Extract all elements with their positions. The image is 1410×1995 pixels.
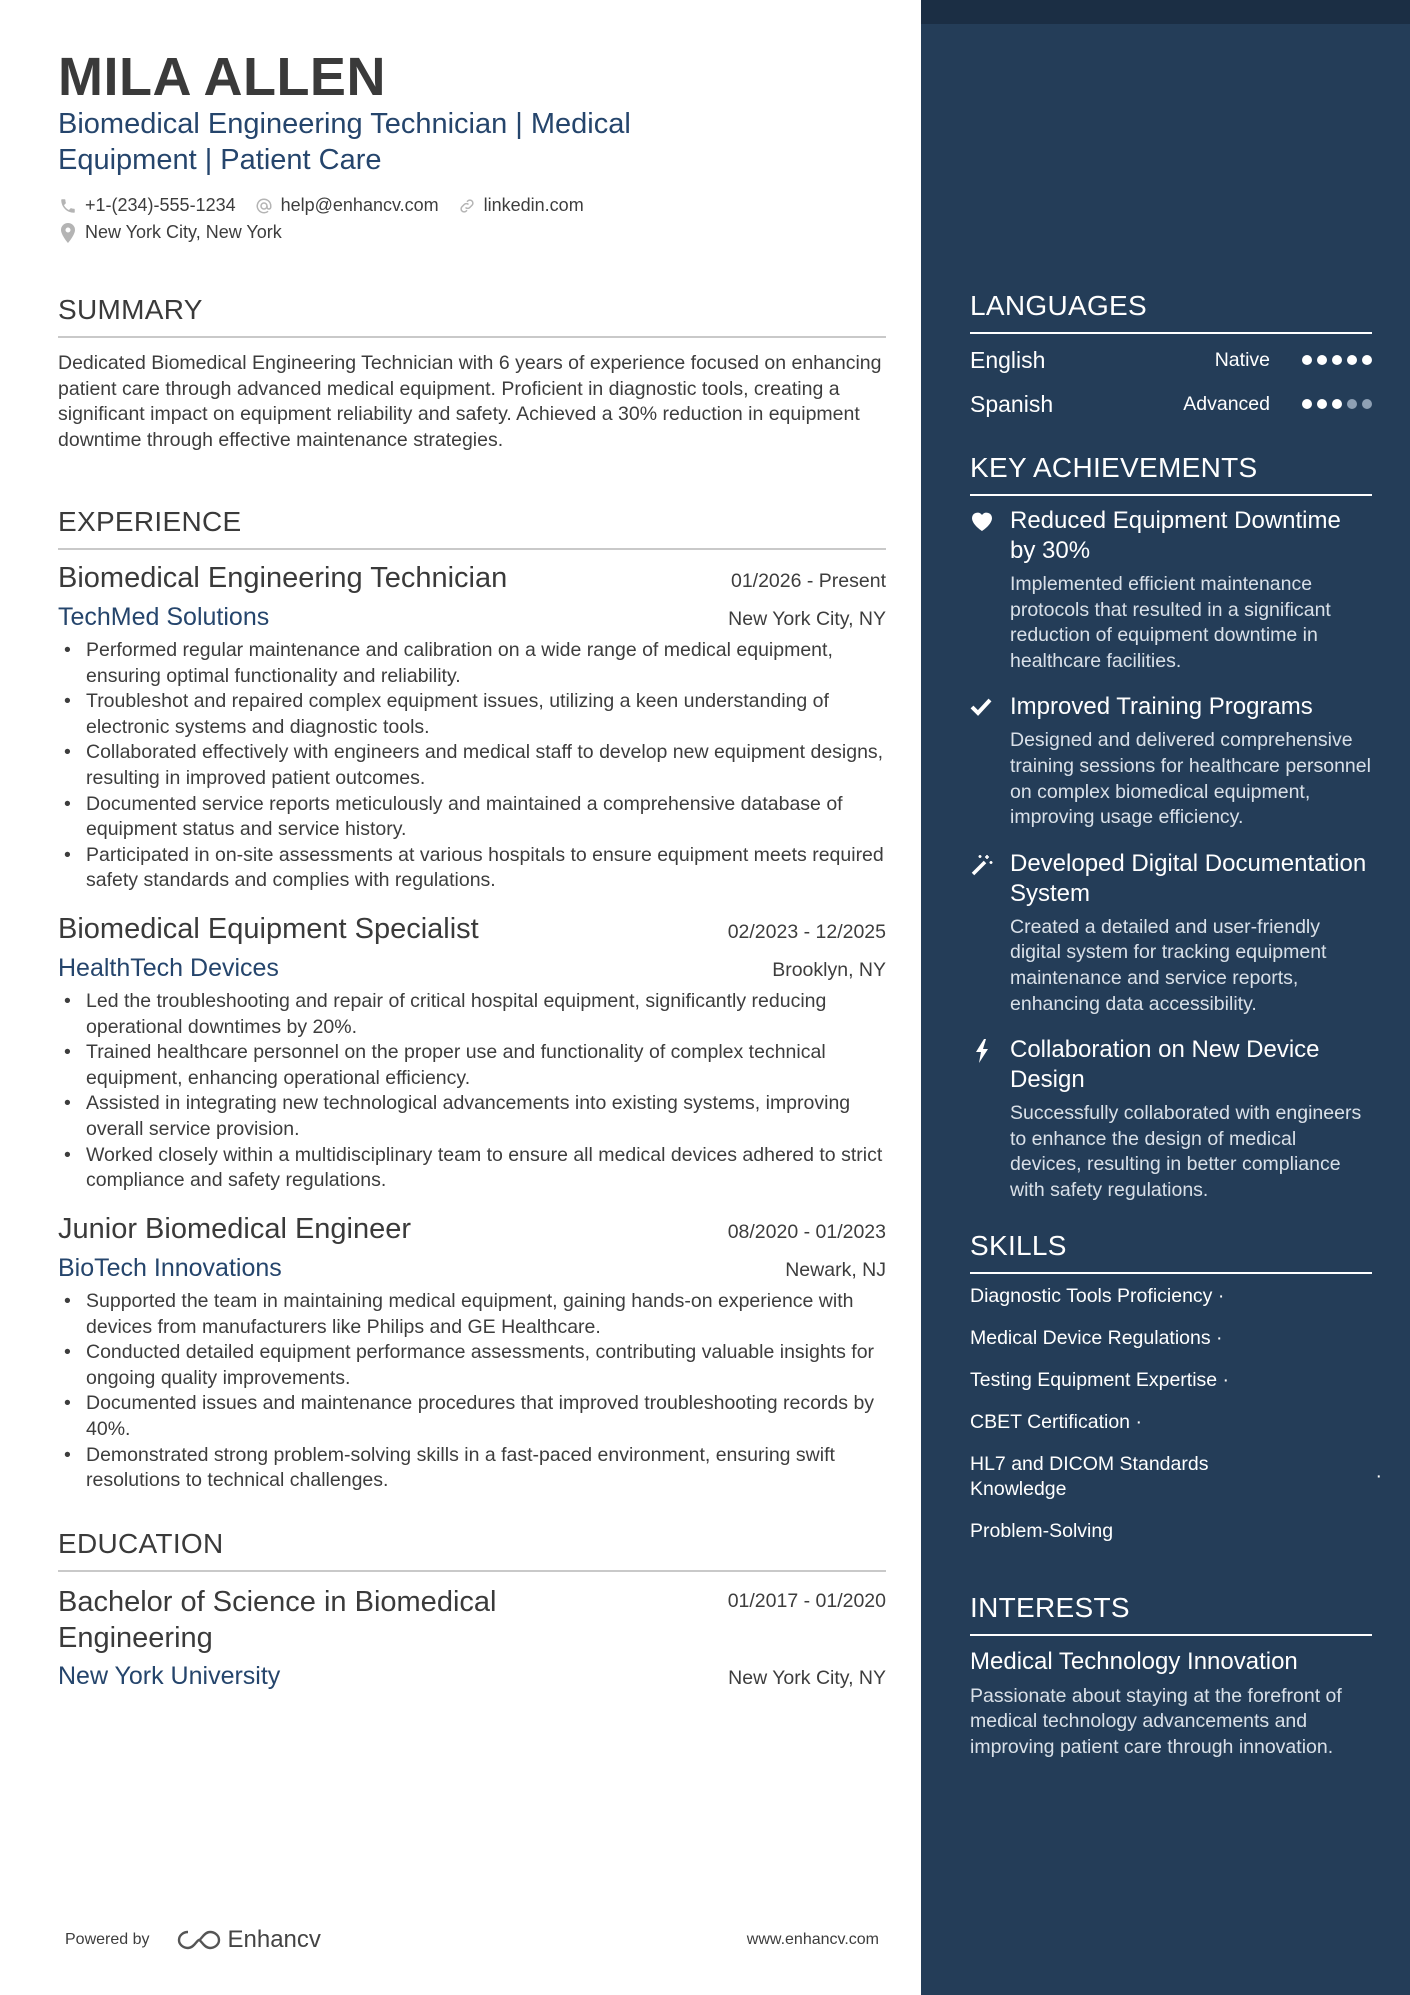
skills-title: SKILLS — [970, 1230, 1372, 1274]
sidebar-top-bar — [921, 0, 1410, 24]
magic-wand-icon — [970, 849, 1010, 1017]
skill-item: Medical Device Regulations · — [970, 1326, 1223, 1349]
list-item: • Supported the team in maintaining medical equipment, gaining hands-on experience with devices from manufacturers like Philips and GE Healthcare. — [58, 1289, 886, 1340]
headline-line-2: Equipment | Patient Care — [58, 144, 382, 176]
skill-name: Testing Equipment Expertise — [970, 1368, 1218, 1391]
skill-name: HL7 and DICOM Standards Knowledge — [970, 1452, 1209, 1500]
location-row — [58, 222, 300, 243]
footer — [65, 1926, 879, 1954]
rating-dot-filled — [1332, 399, 1342, 409]
location-pin-icon — [58, 223, 78, 243]
list-item: • Performed regular maintenance and calibration on a wide range of medical equipment, ensuring optimal functionality and reliability. — [58, 638, 886, 689]
skill-item: CBET Certification · — [970, 1410, 1142, 1433]
list-item: • Troubleshot and repaired complex equipment issues, utilizing a keen understanding of electronic systems and diagnostic tools. — [58, 689, 886, 740]
experience-title: EXPERIENCE — [58, 506, 886, 550]
job-title: Biomedical Equipment Specialist — [58, 913, 479, 945]
location-contact — [58, 222, 282, 243]
summary-text: Dedicated Biomedical Engineering Technician with 6 years of experience focused on enhancing patient care through advanced medical equipment. Proficient in diagnostic tools, creating a significant impact on equipment reliability and safety. Achieved a 30% reduction in equipment downtime through effective maintenance strategies. — [58, 352, 882, 451]
skill-item: Diagnostic Tools Proficiency · — [970, 1284, 1225, 1307]
job-date: 01/2026 - Present — [730, 570, 886, 592]
phone-contact[interactable] — [58, 195, 236, 216]
degree-line-1: Bachelor of Science in Biomedical — [58, 1586, 497, 1618]
interest-desc: Passionate about staying at the forefront of medical technology advancements and improving patient care through innovation. — [970, 1684, 1342, 1758]
list-item: • Worked closely within a multidisciplinary team to ensure all medical devices adhered to strict compliance and safety regulations. — [58, 1143, 886, 1194]
education-title: EDUCATION — [58, 1528, 886, 1572]
list-item: • Documented issues and maintenance procedures that improved troubleshooting records by 40%. — [58, 1391, 886, 1442]
school-name: New York University — [58, 1662, 281, 1690]
education-entry — [58, 1584, 886, 1691]
skill-name: CBET Certification — [970, 1410, 1131, 1433]
language-name: English — [970, 346, 1046, 373]
job-entry — [58, 562, 886, 894]
language-rating — [1302, 399, 1372, 409]
achievement-title: Reduced Equipment Downtime by 30% — [1010, 507, 1341, 564]
powered-by — [65, 1926, 321, 1954]
rating-dot-filled — [1302, 399, 1312, 409]
headline — [58, 106, 718, 178]
list-item: • Collaborated effectively with engineers and medical staff to develop new equipment designs, resulting in improved patient outcomes. — [58, 740, 886, 791]
list-item: • Led the troubleshooting and repair of critical hospital equipment, significantly reducing operational downtimes by 20%. — [58, 989, 886, 1040]
enhancv-logo[interactable] — [176, 1926, 321, 1954]
job-bullets — [58, 989, 886, 1194]
skill-item: Testing Equipment Expertise · — [970, 1368, 1230, 1391]
language-level: Native — [1214, 348, 1270, 371]
location-text: New York City, New York — [85, 222, 282, 242]
achievement-title: Improved Training Programs — [1010, 693, 1313, 721]
achievement-desc: Created a detailed and user-friendly digital system for tracking equipment maintenance and service reports, enhancing data accessibility. — [1010, 915, 1327, 1015]
achievement-item — [970, 1035, 1372, 1203]
language-name: Spanish — [970, 390, 1054, 417]
job-company: HealthTech Devices — [58, 954, 279, 982]
job-location: New York City, NY — [728, 608, 886, 630]
list-item: • Documented service reports meticulously and maintained a comprehensive database of equipment status and service history. — [58, 792, 886, 843]
achievement-desc: Implemented efficient maintenance protocols that resulted in a significant reduction of equipment downtime in healthcare facilities. — [1010, 573, 1331, 672]
achievement-item — [970, 506, 1372, 674]
achievement-item — [970, 849, 1372, 1017]
achievement-title: Developed Digital Documentation System — [1010, 849, 1367, 907]
skill-name: Diagnostic Tools Proficiency — [970, 1284, 1213, 1307]
degree-line-2: Engineering — [58, 1622, 213, 1654]
list-item: • Trained healthcare personnel on the proper use and functionality of complex technical equipment, enhancing operational efficiency. — [58, 1040, 886, 1091]
heart-icon — [970, 506, 1010, 674]
job-bullets — [58, 638, 886, 894]
job-location: Brooklyn, NY — [772, 959, 886, 981]
linkedin-text: linkedin.com — [483, 195, 584, 215]
rating-dot-filled — [1302, 355, 1312, 365]
rating-dot-empty — [1347, 399, 1357, 409]
phone-icon — [58, 196, 78, 216]
phone-text: +1-(234)-555-1234 — [85, 195, 236, 215]
skill-item — [970, 1519, 1372, 1544]
job-company: TechMed Solutions — [58, 603, 270, 631]
rating-dot-filled — [1317, 355, 1327, 365]
job-location: Newark, NJ — [785, 1259, 886, 1281]
email-text: help@enhancv.com — [280, 195, 439, 215]
language-item — [970, 382, 1372, 426]
sidebar-content — [970, 290, 1382, 1760]
rating-dot-filled — [1332, 355, 1342, 365]
degree — [58, 1584, 496, 1656]
brand-name: Enhancv — [227, 1926, 321, 1953]
language-rating — [1302, 355, 1372, 365]
skill-name: Medical Device Regulations — [970, 1326, 1211, 1349]
list-item: • Assisted in integrating new technological advancements into existing systems, improving overall service provision. — [58, 1091, 886, 1142]
skill-name: Problem-Solving — [970, 1519, 1114, 1542]
interests-title: INTERESTS — [970, 1592, 1372, 1636]
languages-list — [970, 338, 1372, 426]
check-icon — [970, 692, 1010, 830]
link-icon — [457, 196, 477, 216]
language-level: Advanced — [1183, 392, 1270, 415]
at-icon — [254, 196, 274, 216]
list-item: • Conducted detailed equipment performance assessments, contributing valuable insights for ongoing quality improvements. — [58, 1340, 886, 1391]
headline-line-1: Biomedical Engineering Technician | Medical — [58, 108, 631, 140]
enhancv-logo-icon — [176, 1928, 222, 1952]
education-date: 01/2017 - 01/2020 — [727, 1590, 886, 1612]
rating-dot-filled — [1347, 355, 1357, 365]
interest-item — [970, 1648, 1372, 1761]
rating-dot-filled — [1317, 399, 1327, 409]
email-contact[interactable] — [254, 195, 439, 216]
school-location: New York City, NY — [728, 1667, 886, 1689]
job-title: Junior Biomedical Engineer — [58, 1213, 412, 1245]
footer-site-link[interactable]: www.enhancv.com — [746, 1931, 879, 1948]
achievements-title: KEY ACHIEVEMENTS — [970, 452, 1372, 496]
job-entry — [58, 913, 886, 1194]
job-title: Biomedical Engineering Technician — [58, 562, 508, 594]
languages-title: LANGUAGES — [970, 290, 1372, 334]
contact-row — [58, 195, 602, 216]
achievement-desc: Designed and delivered comprehensive training sessions for healthcare personnel on complex biomedical equipment, improving usage efficiency. — [1010, 729, 1371, 829]
job-entry — [58, 1213, 886, 1494]
achievement-item — [970, 692, 1372, 830]
interest-title: Medical Technology Innovation — [970, 1647, 1298, 1675]
skill-item: HL7 and DICOM Standards Knowledge · — [970, 1452, 1382, 1500]
achievement-desc: Successfully collaborated with engineers to enhance the design of medical devices, resulting in better compliance with safety regulations. — [1010, 1102, 1362, 1201]
candidate-name: MILA ALLEN — [58, 47, 386, 107]
bolt-icon — [970, 1035, 1010, 1203]
job-date: 08/2020 - 01/2023 — [727, 1221, 886, 1243]
powered-by-label: Powered by — [65, 1931, 150, 1948]
sidebar — [921, 0, 1410, 1995]
rating-dot-filled — [1362, 355, 1372, 365]
skills-list — [970, 1284, 1382, 1544]
job-date: 02/2023 - 12/2025 — [727, 921, 886, 943]
summary-title: SUMMARY — [58, 294, 886, 338]
linkedin-contact[interactable] — [457, 195, 584, 216]
rating-dot-empty — [1362, 399, 1372, 409]
achievement-title: Collaboration on New Device Design — [1010, 1036, 1320, 1094]
list-item: • Demonstrated strong problem-solving skills in a fast-paced environment, ensuring swift resolutions to technical challenges. — [58, 1443, 886, 1494]
job-bullets — [58, 1289, 886, 1494]
job-company: BioTech Innovations — [58, 1254, 282, 1282]
list-item: • Participated in on-site assessments at various hospitals to ensure equipment meets required safety standards and complies with regulations. — [58, 843, 886, 894]
language-item — [970, 338, 1372, 382]
